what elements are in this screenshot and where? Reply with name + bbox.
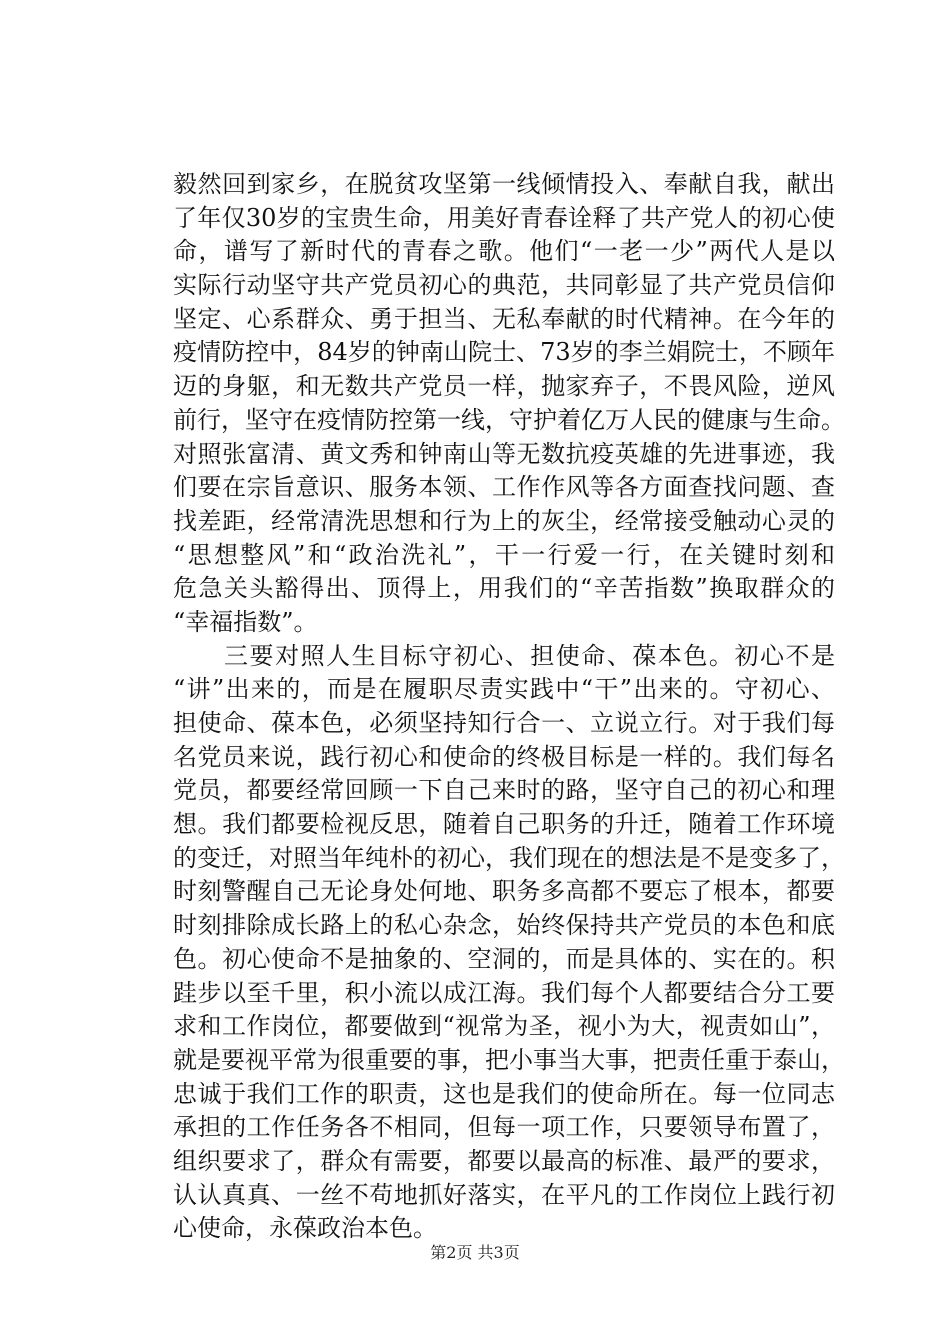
text-line: 跬步以至千里，积小流以成江海。我们每个人都要结合分工要 <box>173 978 835 1007</box>
text-line: 色。初心使命不是抽象的、空洞的，而是具体的、实在的。积 <box>173 944 835 973</box>
text-line: 组织要求了，群众有需要，都要以最高的标准、最严的要求， <box>173 1146 835 1175</box>
text-line: “讲”出来的，而是在履职尽责实践中“干”出来的。守初心、 <box>173 675 835 704</box>
text-line: 时刻排除成长路上的私心杂念，始终保持共产党员的本色和底 <box>173 911 835 940</box>
text-line: 三要对照人生目标守初心、担使命、葆本色。初心不是 <box>173 641 835 670</box>
text-line: 找差距，经常清洗思想和行为上的灰尘，经常接受触动心灵的 <box>173 506 835 535</box>
body-text <box>173 168 845 1246</box>
text-line: 了年仅30岁的宝贵生命，用美好青春诠释了共产党人的初心使 <box>173 203 835 232</box>
text-line: 想。我们都要检视反思，随着自己职务的升迁，随着工作环境 <box>173 810 835 839</box>
text-line: 实际行动坚守共产党员初心的典范，共同彰显了共产党员信仰 <box>173 271 835 300</box>
text-line: 危急关头豁得出、顶得上，用我们的“辛苦指数”换取群众的 <box>173 574 835 603</box>
text-line: 认认真真、一丝不苟地抓好落实，在平凡的工作岗位上践行初 <box>173 1180 835 1209</box>
text-line: 党员，都要经常回顾一下自己来时的路，坚守自己的初心和理 <box>173 776 835 805</box>
text-line: 就是要视平常为很重要的事，把小事当大事，把责任重于泰山， <box>173 1045 845 1074</box>
text-line: 的变迁，对照当年纯朴的初心，我们现在的想法是不是变多了， <box>173 843 845 872</box>
text-line: 担使命、葆本色，必须坚持知行合一、立说立行。对于我们每 <box>173 709 835 737</box>
text-line: 承担的工作任务各不相同，但每一项工作，只要领导布置了， <box>173 1113 835 1142</box>
text-line: 对照张富清、黄文秀和钟南山等无数抗疫英雄的先进事迹，我 <box>173 439 835 468</box>
page-footer: 第2页 共3页 <box>430 1243 520 1262</box>
text-line: “幸福指数”。 <box>173 607 318 636</box>
text-line: 前行，坚守在疫情防控第一线，守护着亿万人民的健康与生命。 <box>173 405 845 434</box>
text-line: 求和工作岗位，都要做到“视常为圣，视小为大，视责如山”， <box>173 1012 835 1041</box>
text-line: 命，谱写了新时代的青春之歌。他们“一老一少”两代人是以 <box>173 237 835 266</box>
text-line: 时刻警醒自己无论身处何地、职务多高都不要忘了根本，都要 <box>173 877 835 906</box>
text-line: 毅然回到家乡，在脱贫攻坚第一线倾情投入、奉献自我，献出 <box>173 170 835 198</box>
text-line: 疫情防控中，84岁的钟南山院士、73岁的李兰娟院士，不顾年 <box>173 338 835 367</box>
text-line: 忠诚于我们工作的职责，这也是我们的使命所在。每一位同志 <box>173 1079 835 1108</box>
text-line: 心使命，永葆政治本色。 <box>173 1214 437 1243</box>
text-line: 名党员来说，践行初心和使命的终极目标是一样的。我们每名 <box>173 742 835 771</box>
text-line: 们要在宗旨意识、服务本领、工作作风等各方面查找问题、查 <box>173 473 835 502</box>
text-line: 坚定、心系群众、勇于担当、无私奉献的时代精神。在今年的 <box>173 304 835 333</box>
text-line: 迈的身躯，和无数共产党员一样，抛家弃子，不畏风险，逆风 <box>173 372 835 401</box>
text-line: “思想整风”和“政治洗礼”，干一行爱一行，在关键时刻和 <box>173 540 835 569</box>
